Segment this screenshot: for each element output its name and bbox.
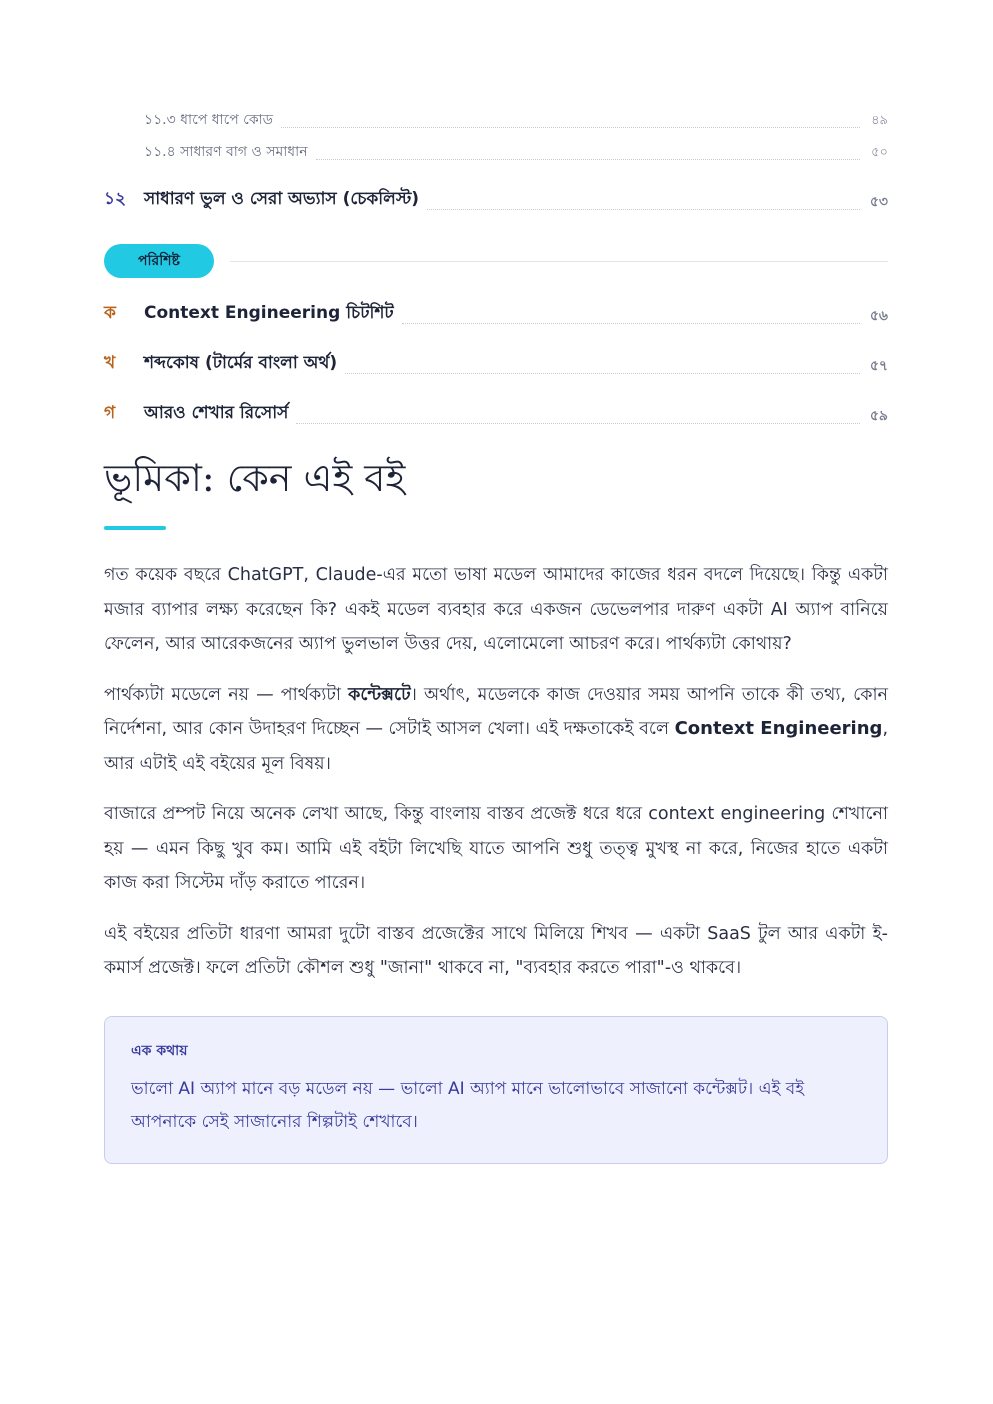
intro-paragraph-1: গত কয়েক বছরে ChatGPT, Claude-এর মতো ভাষা মডেল আমাদের কাজের ধরন বদলে দিয়েছে। কিন্তু একটা মজার ব্যাপার লক্ষ্য করেছেন কি? একই মডেল ব্যবহার করে একজন ডেভেলপার দারুণ একটা AI অ্যাপ বানিয়ে ফেলেন, আর আরেকজনের অ্যাপ ভুলভাল উত্তর দেয়, এলোমেলো আচরণ করে। পার্থক্যটা কোথায়?: [104, 565, 888, 654]
toc-appendix-page: ৫৬: [869, 308, 888, 324]
callout-text: ভালো AI অ্যাপ মানে বড় মডেল নয় — ভালো AI অ্যাপ মানে ভালোভাবে সাজানো কন্টেক্সট। এই বই আপনাকে সেই সাজানোর শিল্পটাই শেখাবে।: [131, 1078, 805, 1132]
appendix-header: [104, 244, 888, 278]
toc-appendix-mark: গ: [104, 403, 116, 423]
toc-entry[interactable]: [104, 132, 888, 164]
intro-paragraph-3: বাজারে প্রম্পট নিয়ে অনেক লেখা আছে, কিন্তু বাংলায় বাস্তব প্রজেক্ট ধরে ধরে context engineering শেখানো হয় — এমন কিছু খুব কম। আমি এই বইটা লিখেছি যাতে আপনি শুধু তত্ত্ব মুখস্থ না করে, নিজের হাতে একটা কাজ করা সিস্টেম দাঁড় করাতে পারেন।: [104, 804, 888, 893]
toc-entry-label: ১১.৪ সাধারণ বাগ ও সমাধান: [144, 144, 308, 160]
emphasis-context: কন্টেক্সটে: [348, 684, 411, 705]
toc-appendix-item[interactable]: [104, 378, 888, 428]
text-run: । অর্থাৎ, মডেলকে কাজ দেওয়ার সময় আপনি তাকে কী তথ্য, কোন নির্দেশনা, আর কোন উদাহরণ দিচ্ছেন — সেটাই আসল খেলা। এই দক্ষতাকেই বলে: [104, 684, 888, 739]
intro-paragraph-4: এই বইয়ের প্রতিটা ধারণা আমরা দুটো বাস্তব প্রজেক্টের সাথে মিলিয়ে শিখব — একটা SaaS টুল আর একটা ই-কমার্স প্রজেক্ট। ফলে প্রতিটা কৌশল শুধু "জানা" থাকবে না, "ব্যবহার করতে পারা"-ও থাকবে।: [104, 923, 888, 978]
toc-leader: [427, 208, 860, 210]
toc-entry-page: ৫০: [871, 145, 888, 160]
toc-entry-page: ৪৯: [871, 113, 888, 128]
toc-entry-label: ১১.৩ ধাপে ধাপে কোড: [144, 112, 273, 128]
toc-appendix-item[interactable]: [104, 278, 888, 328]
toc-leader: [281, 126, 860, 128]
section-title: ভূমিকা: কেন এই বই: [104, 456, 406, 500]
toc-leader: [345, 372, 860, 374]
intro-paragraph-2: [104, 678, 888, 782]
text-run: পার্থক্যটা মডেলে নয় — পার্থক্যটা: [104, 684, 349, 705]
callout-title: এক কথায়: [131, 1042, 188, 1059]
toc-appendix-label: শব্দকোষ (টার্মের বাংলা অর্থ): [144, 353, 338, 373]
toc-appendix-mark: খ: [104, 353, 116, 373]
toc-appendix-label: Context Engineering চিটশিট: [144, 303, 394, 323]
summary-callout: [104, 1016, 888, 1164]
toc-appendix-page: ৫৭: [869, 358, 888, 374]
toc-appendix-label: আরও শেখার রিসোর্স: [144, 403, 289, 423]
toc-chapter-number: ১২: [104, 189, 127, 209]
toc-appendix-item[interactable]: [104, 328, 888, 378]
toc-chapter-12[interactable]: [104, 164, 888, 214]
toc-appendix-mark: ক: [104, 303, 116, 323]
toc-chapter-page: ৫৩: [869, 194, 888, 210]
emphasis-context-engineering: Context Engineering: [674, 718, 883, 739]
appendix-badge: পরিশিষ্ট: [104, 244, 214, 278]
text-run: , আর এটাই এই বইয়ের মূল বিষয়।: [104, 719, 889, 774]
appendix-divider: [230, 261, 888, 262]
title-underline: [104, 526, 166, 530]
toc-entry[interactable]: [104, 100, 888, 132]
document-page: [104, 100, 888, 1164]
toc-appendix-page: ৫৯: [869, 408, 888, 424]
toc-leader: [316, 158, 860, 160]
toc-chapter-label: সাধারণ ভুল ও সেরা অভ্যাস (চেকলিস্ট): [144, 189, 420, 209]
toc-leader: [296, 422, 860, 424]
toc-leader: [402, 322, 860, 324]
